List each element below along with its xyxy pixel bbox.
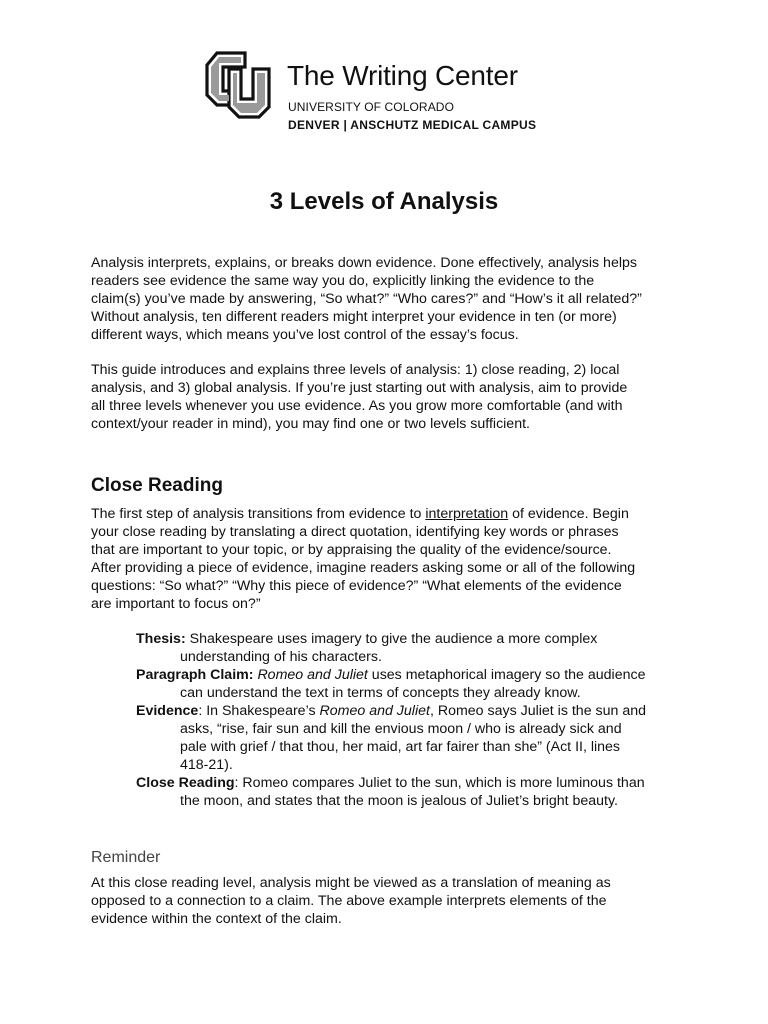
text-line: that are important to your topic, or by appraising the quality of the evidence/source.: [91, 542, 612, 558]
text-run: of evidence. Begin: [508, 506, 629, 522]
entry-label: Paragraph Claim:: [136, 667, 254, 683]
section-heading-close-reading: Close Reading: [91, 475, 223, 496]
text-line: context/your reader in mind), you may find one or two levels sufficient.: [91, 416, 530, 432]
text-line: readers see evidence the same way you do, explicitly linking the evidence to the: [91, 273, 595, 289]
text-line: understanding of his characters.: [180, 649, 382, 665]
work-title: Romeo and Juliet: [319, 703, 430, 719]
text-run: : Romeo compares Juliet to the sun, which is more luminous than: [234, 775, 645, 791]
text-run: The first step of analysis transitions from evidence to: [91, 506, 426, 522]
cu-logo: [203, 47, 273, 119]
text-line: 418-21).: [180, 757, 233, 773]
intro-paragraph-2: [91, 361, 681, 433]
document-title: 3 Levels of Analysis: [269, 188, 499, 215]
entry-label: Thesis:: [136, 631, 186, 647]
org-name: The Writing Center: [287, 60, 518, 91]
text-line: the moon, and states that the moon is jealous of Juliet’s bright beauty.: [180, 793, 618, 809]
text-line: asks, “rise, fair sun and kill the envious moon / who is already sick and: [180, 721, 622, 737]
text-line: [136, 702, 696, 720]
text-line: Analysis interprets, explains, or breaks down evidence. Done effectively, analysis helps: [91, 255, 637, 271]
text-run: , Romeo says Juliet is the sun and: [429, 703, 647, 719]
paragraph-claim-entry: [136, 666, 696, 702]
text-line: [136, 630, 696, 648]
text-line: [136, 774, 696, 792]
example-block: [136, 630, 696, 810]
campus-name: DENVER | ANSCHUTZ MEDICAL CAMPUS: [288, 118, 537, 132]
text-line: claim(s) you’ve made by answering, “So what?” “Who cares?” and “How’s it all related?”: [91, 291, 642, 307]
close-reading-entry: [136, 774, 696, 810]
text-line: pale with grief / that thou, her maid, art far fairer than she” (Act II, lines: [180, 739, 621, 755]
text-line: your close reading by translating a direct quotation, identifying key words or phrases: [91, 524, 619, 540]
underlined-term: interpretation: [425, 506, 509, 522]
text-run: Shakespeare uses imagery to give the audience a more complex: [185, 631, 598, 647]
page-header: [203, 47, 583, 137]
text-line: This guide introduces and explains three levels of analysis: 1) close reading, 2) local: [91, 362, 620, 378]
text-line: evidence within the context of the claim.: [91, 911, 342, 927]
text-line: [136, 666, 696, 684]
text-line: can understand the text in terms of concepts they already know.: [180, 685, 581, 701]
thesis-entry: [136, 630, 696, 666]
reminder-heading: Reminder: [91, 849, 161, 866]
text-line: are important to focus on?”: [91, 596, 261, 612]
text-line: analysis, and 3) global analysis. If you’re just starting out with analysis, aim to provide: [91, 380, 628, 396]
entry-label: Close Reading: [136, 775, 235, 791]
text-line: opposed to a connection to a claim. The above example interprets elements of the: [91, 893, 607, 909]
text-line: Without analysis, ten different readers might interpret your evidence in ten (or more): [91, 309, 617, 325]
text-line: After providing a piece of evidence, imagine readers asking some or all of the following: [91, 560, 636, 576]
reminder-paragraph: [91, 874, 681, 928]
text-line: all three levels whenever you use evidence. As you grow more comfortable (and with: [91, 398, 623, 414]
intro-paragraph-1: [91, 254, 681, 344]
university-name: UNIVERSITY OF COLORADO: [288, 100, 455, 114]
logo-text: CU: [203, 47, 205, 48]
text-line: At this close reading level, analysis might be viewed as a translation of meaning as: [91, 875, 611, 891]
entry-label: Evidence: [136, 703, 199, 719]
close-reading-paragraph: [91, 505, 681, 613]
text-line: [91, 505, 681, 523]
text-run: uses metaphorical imagery so the audience: [367, 667, 646, 683]
text-run: : In Shakespeare’s: [198, 703, 320, 719]
work-title: Romeo and Juliet: [257, 667, 368, 683]
evidence-entry: [136, 702, 696, 774]
text-line: different ways, which means you’ve lost control of the essay’s focus.: [91, 327, 519, 343]
text-line: questions: “So what?” “Why this piece of evidence?” “What elements of the evidence: [91, 578, 622, 594]
